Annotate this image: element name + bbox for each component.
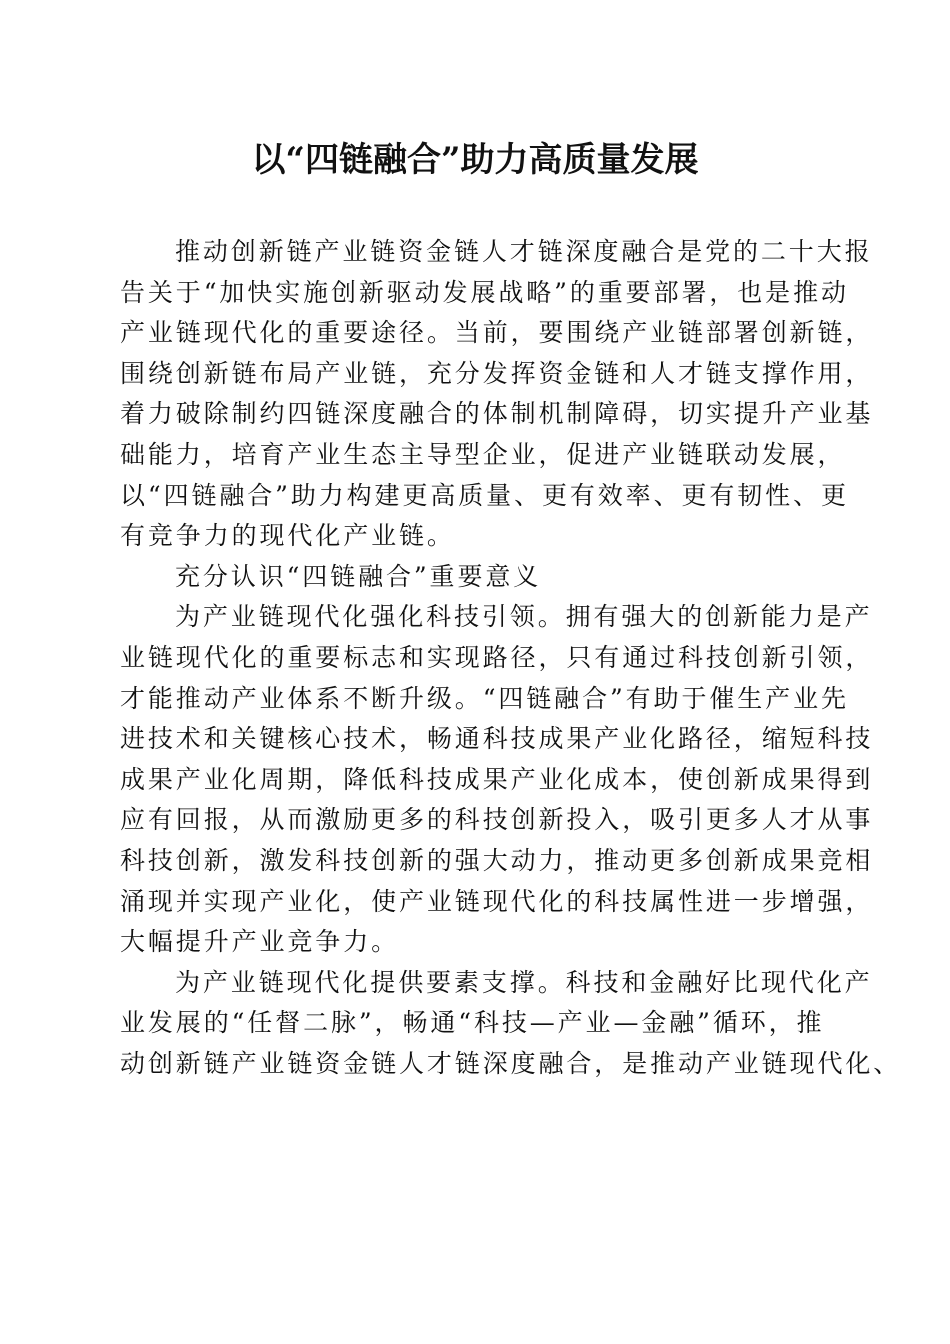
text-line: 围绕创新链布局产业链，充分发挥资金链和人才链支撑作用， — [120, 358, 874, 388]
text-line: 着力破除制约四链深度融合的体制机制障碍，切实提升产业基 — [120, 399, 874, 429]
text-line: 成果产业化周期，降低科技成果产业化成本，使创新成果得到 — [120, 764, 874, 794]
text-line: 有竞争力的现代化产业链。 — [120, 521, 455, 551]
paragraph-factor-support — [120, 963, 902, 1085]
text-line: 告关于“加快实施创新驱动发展战略”的重要部署，也是推动 — [120, 277, 849, 307]
text-line: 才能推动产业体系不断升级。“四链融合”有助于催生产业先 — [120, 683, 849, 713]
text-line: 推动创新链产业链资金链人才链深度融合是党的二十大报 — [175, 237, 873, 266]
document-title: 以“四链融合”助力高质量发展 — [251, 140, 699, 180]
text-line: 业链现代化的重要标志和实现路径，只有通过科技创新引领， — [120, 642, 874, 672]
paragraph-tech-leadership — [120, 597, 874, 962]
text-line: 为产业链现代化强化科技引领。拥有强大的创新能力是产 — [175, 602, 873, 632]
text-line: 产业链现代化的重要途径。当前，要围绕产业链部署创新链， — [120, 318, 874, 348]
text-line: 动创新链产业链资金链人才链深度融合，是推动产业链现代化、 — [120, 1048, 902, 1078]
paragraph-intro — [120, 232, 874, 557]
text-line: 充分认识“四链融合”重要意义 — [175, 561, 542, 591]
text-line: 涌现并实现产业化，使产业链现代化的科技属性进一步增强， — [120, 886, 874, 916]
text-line: 科技创新，激发科技创新的强大动力，推动更多创新成果竞相 — [120, 845, 874, 875]
text-line: 业发展的“任督二脉”，畅通“科技—产业—金融”循环，推 — [120, 1008, 825, 1038]
text-line: 为产业链现代化提供要素支撑。科技和金融好比现代化产 — [175, 967, 873, 997]
text-line: 进技术和关键核心技术，畅通科技成果产业化路径，缩短科技 — [120, 724, 874, 754]
text-line: 大幅提升产业竞争力。 — [120, 927, 400, 957]
text-line: 础能力，培育产业生态主导型企业，促进产业链联动发展， — [120, 439, 846, 469]
text-line: 以“四链融合”助力构建更高质量、更有效率、更有韧性、更 — [120, 480, 849, 510]
text-line: 应有回报，从而激励更多的科技创新投入，吸引更多人才从事 — [120, 805, 874, 835]
section-heading — [120, 557, 832, 598]
document-body — [120, 232, 902, 1084]
